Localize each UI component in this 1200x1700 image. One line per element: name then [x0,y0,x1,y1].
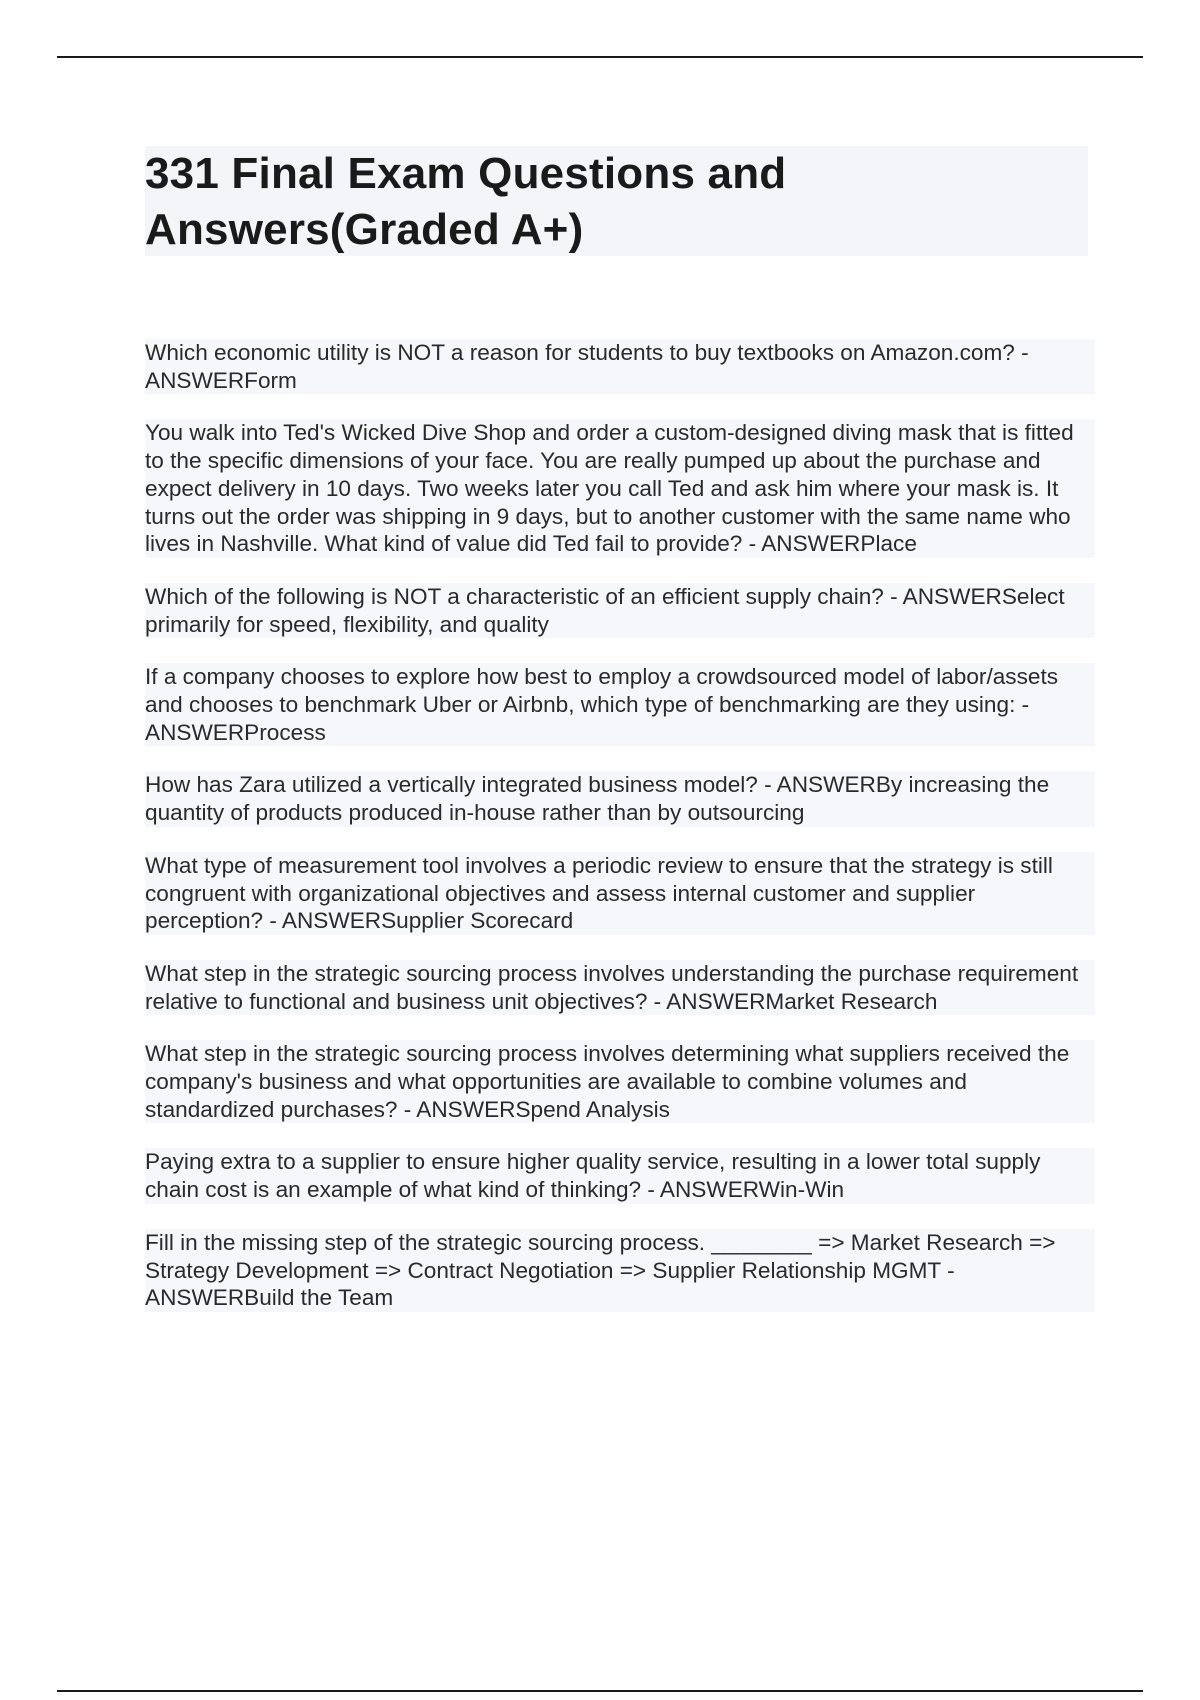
qa-item: Which economic utility is NOT a reason for students to buy textbooks on Amazon.com? - ANSWERForm [145,339,1095,394]
qa-item: What step in the strategic sourcing process involves understanding the purchase requirement relative to functional and business unit objectives? - ANSWERMarket Research [145,960,1095,1015]
qa-item: If a company chooses to explore how best to employ a crowdsourced model of labor/assets and chooses to benchmark Uber or Airbnb, which type of benchmarking are they using: - ANSWERProcess [145,663,1095,746]
qa-item: How has Zara utilized a vertically integrated business model? - ANSWERBy increasing the quantity of products produced in-house rather than by outsourcing [145,771,1095,826]
qa-item: What type of measurement tool involves a periodic review to ensure that the strategy is still congruent with organizational objectives and assess internal customer and supplier perception? - ANSWERSupplier Scorecard [145,852,1095,935]
top-rule [57,56,1143,58]
title-block [145,146,1088,256]
qa-item: What step in the strategic sourcing process involves determining what suppliers received the company's business and what opportunities are available to combine volumes and standardized purchases? - ANSWERSpend Analysis [145,1040,1095,1123]
qa-item: Paying extra to a supplier to ensure higher quality service, resulting in a lower total supply chain cost is an example of what kind of thinking? - ANSWERWin-Win [145,1148,1095,1203]
bottom-rule [57,1690,1143,1692]
qa-item: Fill in the missing step of the strategic sourcing process. ________ => Market Research => Strategy Development => Contract Negotiation => Supplier Relationship MGMT - ANSWERBuild the Team [145,1229,1095,1312]
qa-list [145,339,1095,1337]
document-title: 331 Final Exam Questions and Answers(Graded A+) [145,149,787,254]
qa-item: Which of the following is NOT a characteristic of an efficient supply chain? - ANSWERSelect primarily for speed, flexibility, and quality [145,583,1095,638]
qa-item: You walk into Ted's Wicked Dive Shop and order a custom-designed diving mask that is fitted to the specific dimensions of your face. You are really pumped up about the purchase and expect delivery in 10 days. Two weeks later you call Ted and ask him where your mask is. It turns out the order was shipping in 9 days, but to another customer with the same name who lives in Nashville. What kind of value did Ted fail to provide? - ANSWERPlace [145,419,1095,558]
